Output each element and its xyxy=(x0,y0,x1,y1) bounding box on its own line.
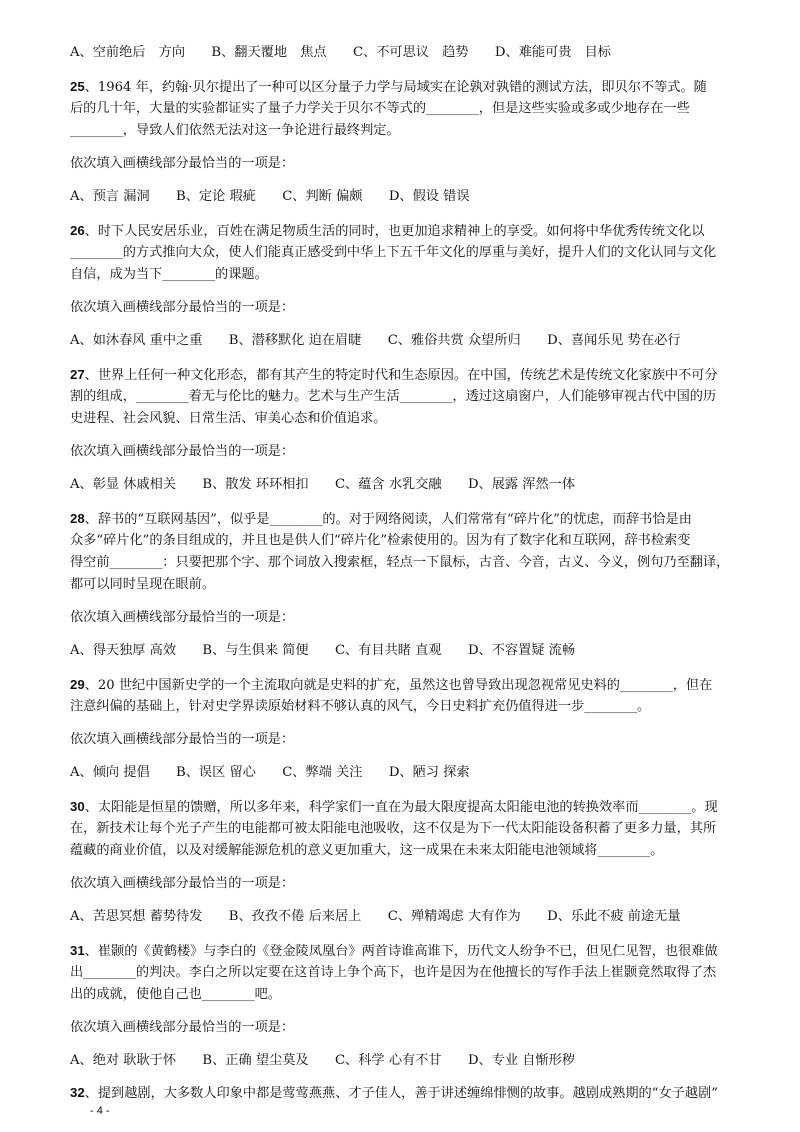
question-28-line-3: 得空前________：只要把那个字、那个词放入搜索框，轻点一下鼠标，古音、今音，古义、今义，例句乃至翻译， xyxy=(70,555,730,570)
options-30: A、苦思冥想 蓄势待发 B、孜孜不倦 后来居上 C、殚精竭虑 大有作为 D、乐此不疲 前途无量 xyxy=(70,909,681,924)
options-28: A、得天独厚 高效 B、与生俱来 简便 C、有目共睹 直观 D、不容置疑 流畅 xyxy=(70,643,576,658)
question-number: 31 xyxy=(70,943,85,958)
question-number: 29 xyxy=(70,677,85,692)
options-line-24: A、空前绝后 方向 B、翻天覆地 焦点 C、不可思议 趋势 D、难能可贵 目标 xyxy=(70,45,611,60)
question-27-line-1: 27、世界上任何一种文化形态，都有其产生的特定时代和生态原因。在中国，传统艺术是传统文化家族中不可分 xyxy=(70,367,718,383)
options-29: A、倾向 提倡 B、误区 留心 C、弊端 关注 D、陋习 探索 xyxy=(70,765,470,780)
page-number: - 4 - xyxy=(90,1105,110,1117)
prompt-28: 依次填入画横线部分最恰当的一项是： xyxy=(70,610,295,625)
prompt-30: 依次填入画横线部分最恰当的一项是： xyxy=(70,876,295,891)
question-27-line-2: 割的组成，________着无与伦比的魅力。艺术与生产生活________，透过这扇窗户，人们能够审视古代中国的历 xyxy=(70,389,717,404)
question-31-line-2: 出________的判决。李白之所以定要在这首诗上争个高下，也许是因为在他擅长的写作手法上崔颢竟然取得了杰 xyxy=(70,965,717,980)
prompt-29: 依次填入画横线部分最恰当的一项是： xyxy=(70,732,295,747)
options-25: A、预言 漏洞 B、定论 瑕疵 C、判断 偏颇 D、假设 错误 xyxy=(70,189,470,204)
question-number: 30 xyxy=(70,799,85,814)
options-31: A、绝对 耿耿于怀 B、正确 望尘莫及 C、科学 心有不甘 D、专业 自惭形秽 xyxy=(70,1053,576,1068)
question-25-line-3: ________，导致人们依然无法对这一争论进行最终判定。 xyxy=(70,123,400,138)
question-26-line-3: 自信，成为当下________的课题。 xyxy=(70,267,268,282)
question-number: 27 xyxy=(70,367,85,382)
options-27: A、彰显 休戚相关 B、散发 环环相扣 C、蕴含 水乳交融 D、展露 浑然一体 xyxy=(70,477,576,492)
question-30-line-1: 30、太阳能是恒星的馈赠，所以多年来，科学家们一直在为最大限度提高太阳能电池的转换效率而________。现 xyxy=(70,799,718,815)
prompt-27: 依次填入画横线部分最恰当的一项是： xyxy=(70,444,295,459)
prompt-25: 依次填入画横线部分最恰当的一项是： xyxy=(70,156,295,171)
question-25-line-2: 后的几十年，大量的实验都证实了量子力学关于贝尔不等式的________，但是这些实验或多或少地存在一些 xyxy=(70,101,690,116)
question-number: 32 xyxy=(70,1085,85,1100)
prompt-26: 依次填入画横线部分最恰当的一项是： xyxy=(70,300,295,315)
question-30-line-3: 蕴藏的商业价值，以及对缓解能源危机的意义更加重大，这一成果在未来太阳能电池领域将________。 xyxy=(70,843,664,858)
question-31-line-1: 31、崔颢的《黄鹤楼》与李白的《登金陵凤凰台》两首诗谁高谁下，历代文人纷争不已，但见仁见智，也很难做 xyxy=(70,943,718,959)
question-number: 28 xyxy=(70,511,85,526)
question-28-line-4: 都可以同时呈现在眼前。 xyxy=(70,577,216,592)
question-25-line-1: 25、1964 年，约翰·贝尔提出了一种可以区分量子力学与局域实在论孰对孰错的测试方法，即贝尔不等式。随 xyxy=(70,79,707,95)
question-29-line-1: 29、20 世纪中国新史学的一个主流取向就是史料的扩充，虽然这也曾导致出现忽视常见史料的________，但在 xyxy=(70,677,713,693)
options-26: A、如沐春风 重中之重 B、潜移默化 迫在眉睫 C、雅俗共赏 众望所归 D、喜闻乐见 势在必行 xyxy=(70,333,681,348)
question-26-line-2: ________的方式推向大众，使人们能真正感受到中华上下五千年文化的厚重与美好，提升人们的文化认同与文化 xyxy=(70,245,717,260)
question-number: 26 xyxy=(70,223,85,238)
question-28-line-2: 众多“碎片化”的条目组成的，并且也是供人们“碎片化”检索使用的。因为有了数字化和互联网，辞书检索变 xyxy=(70,533,691,548)
question-29-line-2: 注意纠偏的基础上，针对史学界读原始材料不够认真的风气，今日史料扩充仍值得进一步________。 xyxy=(70,699,651,714)
prompt-31: 依次填入画横线部分最恰当的一项是： xyxy=(70,1020,295,1035)
question-28-line-1: 28、辞书的“互联网基因”，似乎是________的。对于网络阅读，人们常常有“碎片化”的忧虑，而辞书恰是由 xyxy=(70,511,692,527)
question-27-line-3: 史进程、社会风貌、日常生活、审美心态和价值追求。 xyxy=(70,411,387,426)
question-32-line-1: 32、提到越剧，大多数人印象中都是莺莺燕燕、才子佳人，善于讲述缠绵悱恻的故事。越剧成熟期的“女子越剧” xyxy=(70,1085,718,1101)
question-26-line-1: 26、时下人民安居乐业，百姓在满足物质生活的同时，也更加追求精神上的享受。如何将中华优秀传统文化以 xyxy=(70,223,705,239)
question-number: 25 xyxy=(70,79,85,94)
question-31-line-3: 出的成就，使他自己也________吧。 xyxy=(70,987,281,1002)
question-30-line-2: 在，新技术让每个光子产生的电能都可被太阳能电池吸收，这不仅是为下一代太阳能设备积蓄了更多力量，其所 xyxy=(70,821,717,836)
